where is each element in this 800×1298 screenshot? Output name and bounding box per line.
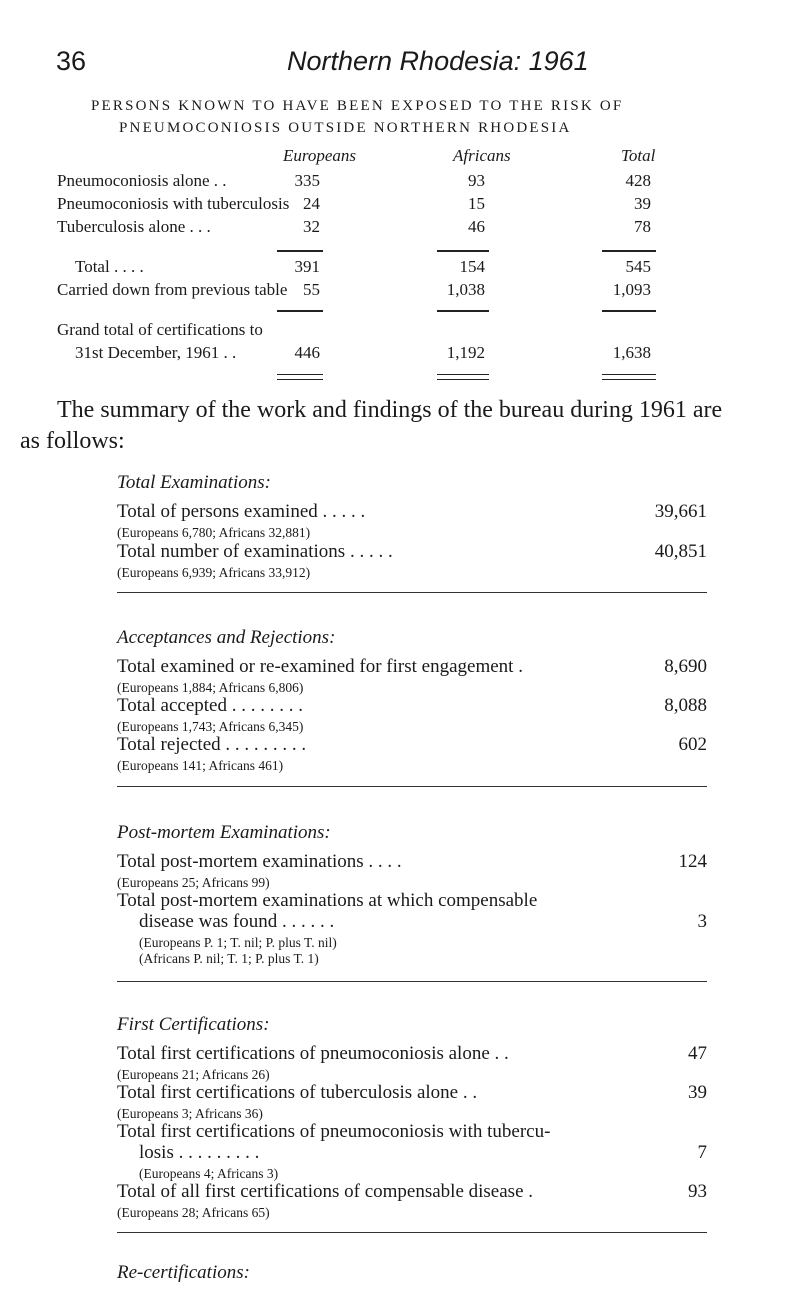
section-divider: [117, 786, 707, 787]
item-text-continued: losis . . . . . . . . .: [139, 1142, 260, 1163]
item-sub: (Europeans 28; Africans 65): [117, 1205, 270, 1220]
item-text: Total first certifications of pneumoconiosis alone . .: [117, 1043, 509, 1064]
row-label: Grand total of certifications to: [57, 320, 263, 339]
row-label: Total . . . .: [75, 257, 144, 276]
item-value: 124: [678, 851, 707, 872]
column-rule: [437, 250, 489, 252]
col-europeans: Europeans: [283, 146, 357, 165]
col-africans: Africans: [453, 146, 511, 165]
item-text: Total post-mortem examinations at which compensable: [117, 890, 538, 911]
item-text: Total number of examinations . . . . .: [117, 541, 393, 562]
section-divider: [117, 981, 707, 982]
column-rule: [277, 310, 323, 312]
column-rule: [602, 250, 656, 252]
double-rule: [602, 374, 656, 380]
row-label: Pneumoconiosis alone . .: [57, 171, 227, 190]
item-sub: (Europeans P. 1; T. nil; P. plus T. nil): [139, 935, 337, 950]
cell-value: 391: [294, 257, 320, 276]
cell-value: 93: [468, 171, 485, 190]
cell-value: 78: [634, 217, 651, 236]
table-title-line1: PERSONS KNOWN TO HAVE BEEN EXPOSED TO THE RISK OF: [91, 98, 624, 114]
section-heading: Re-certifications:: [117, 1262, 250, 1283]
row-label: 31st December, 1961 . .: [75, 343, 237, 362]
cell-value: 545: [625, 257, 651, 276]
cell-value: 1,638: [612, 343, 651, 362]
section-heading: Post-mortem Examinations:: [117, 822, 331, 843]
row-label: Tuberculosis alone . . .: [57, 217, 211, 236]
section-divider: [117, 1232, 707, 1233]
cell-value: 154: [459, 257, 485, 276]
item-sub: (Europeans 3; Africans 36): [117, 1106, 263, 1121]
section-divider: [117, 592, 707, 593]
item-value: 47: [688, 1043, 707, 1064]
item-text: Total examined or re-examined for first engagement .: [117, 656, 523, 677]
column-rule: [277, 250, 323, 252]
summary-line1: The summary of the work and findings of the bureau during 1961 are: [57, 397, 723, 423]
column-rule: [437, 310, 489, 312]
cell-value: 55: [303, 280, 320, 299]
item-sub: (Europeans 21; Africans 26): [117, 1067, 270, 1082]
item-value: 39: [688, 1082, 707, 1103]
summary-line2: as follows:: [20, 428, 125, 454]
item-value: 40,851: [654, 541, 707, 562]
table-title-line2: PNEUMOCONIOSIS OUTSIDE NORTHERN RHODESIA: [119, 120, 572, 136]
item-sub: (Europeans 1,743; Africans 6,345): [117, 719, 304, 734]
item-sub: (Europeans 4; Africans 3): [139, 1166, 279, 1181]
item-text: Total of all first certifications of compensable disease .: [117, 1181, 533, 1202]
double-rule: [277, 374, 323, 380]
item-text: Total accepted . . . . . . . .: [117, 695, 303, 716]
row-label: Pneumoconiosis with tuberculosis: [57, 194, 290, 213]
item-text: Total first certifications of tuberculosis alone . .: [117, 1082, 478, 1103]
section-heading: First Certifications:: [117, 1014, 270, 1035]
item-text: Total rejected . . . . . . . . .: [117, 734, 307, 755]
item-text: Total first certifications of pneumoconiosis with tubercu-: [117, 1121, 551, 1142]
item-text-continued: disease was found . . . . . .: [139, 911, 335, 932]
cell-value: 1,192: [446, 343, 485, 362]
item-sub: (Europeans 1,884; Africans 6,806): [117, 680, 304, 695]
item-value: 8,088: [664, 695, 707, 716]
item-sub: (Europeans 6,939; Africans 33,912): [117, 565, 311, 580]
cell-value: 428: [625, 171, 651, 190]
item-value: 93: [688, 1181, 707, 1202]
item-value: 7: [697, 1142, 707, 1163]
item-sub: (Europeans 141; Africans 461): [117, 758, 284, 773]
cell-value: 15: [468, 194, 485, 213]
cell-value: 32: [303, 217, 320, 236]
cell-value: 1,093: [612, 280, 651, 299]
item-value: 602: [678, 734, 707, 755]
section-heading: Acceptances and Rejections:: [117, 627, 336, 648]
cell-value: 1,038: [446, 280, 485, 299]
item-text: Total of persons examined . . . . .: [117, 501, 366, 522]
page-number: 36: [56, 46, 87, 76]
cell-value: 335: [294, 171, 320, 190]
item-sub: (Africans P. nil; T. 1; P. plus T. 1): [139, 951, 319, 966]
column-rule: [602, 310, 656, 312]
running-title: Northern Rhodesia: 1961: [287, 46, 589, 76]
col-total: Total: [621, 146, 656, 165]
cell-value: 24: [303, 194, 320, 213]
cell-value: 39: [634, 194, 651, 213]
cell-value: 446: [294, 343, 320, 362]
item-value: 3: [697, 911, 707, 932]
item-value: 39,661: [654, 501, 707, 522]
section-heading: Total Examinations:: [117, 472, 271, 493]
item-value: 8,690: [664, 656, 707, 677]
item-sub: (Europeans 25; Africans 99): [117, 875, 270, 890]
item-text: Total post-mortem examinations . . . .: [117, 851, 402, 872]
item-sub: (Europeans 6,780; Africans 32,881): [117, 525, 311, 540]
cell-value: 46: [468, 217, 485, 236]
row-label: Carried down from previous table: [57, 280, 288, 299]
double-rule: [437, 374, 489, 380]
